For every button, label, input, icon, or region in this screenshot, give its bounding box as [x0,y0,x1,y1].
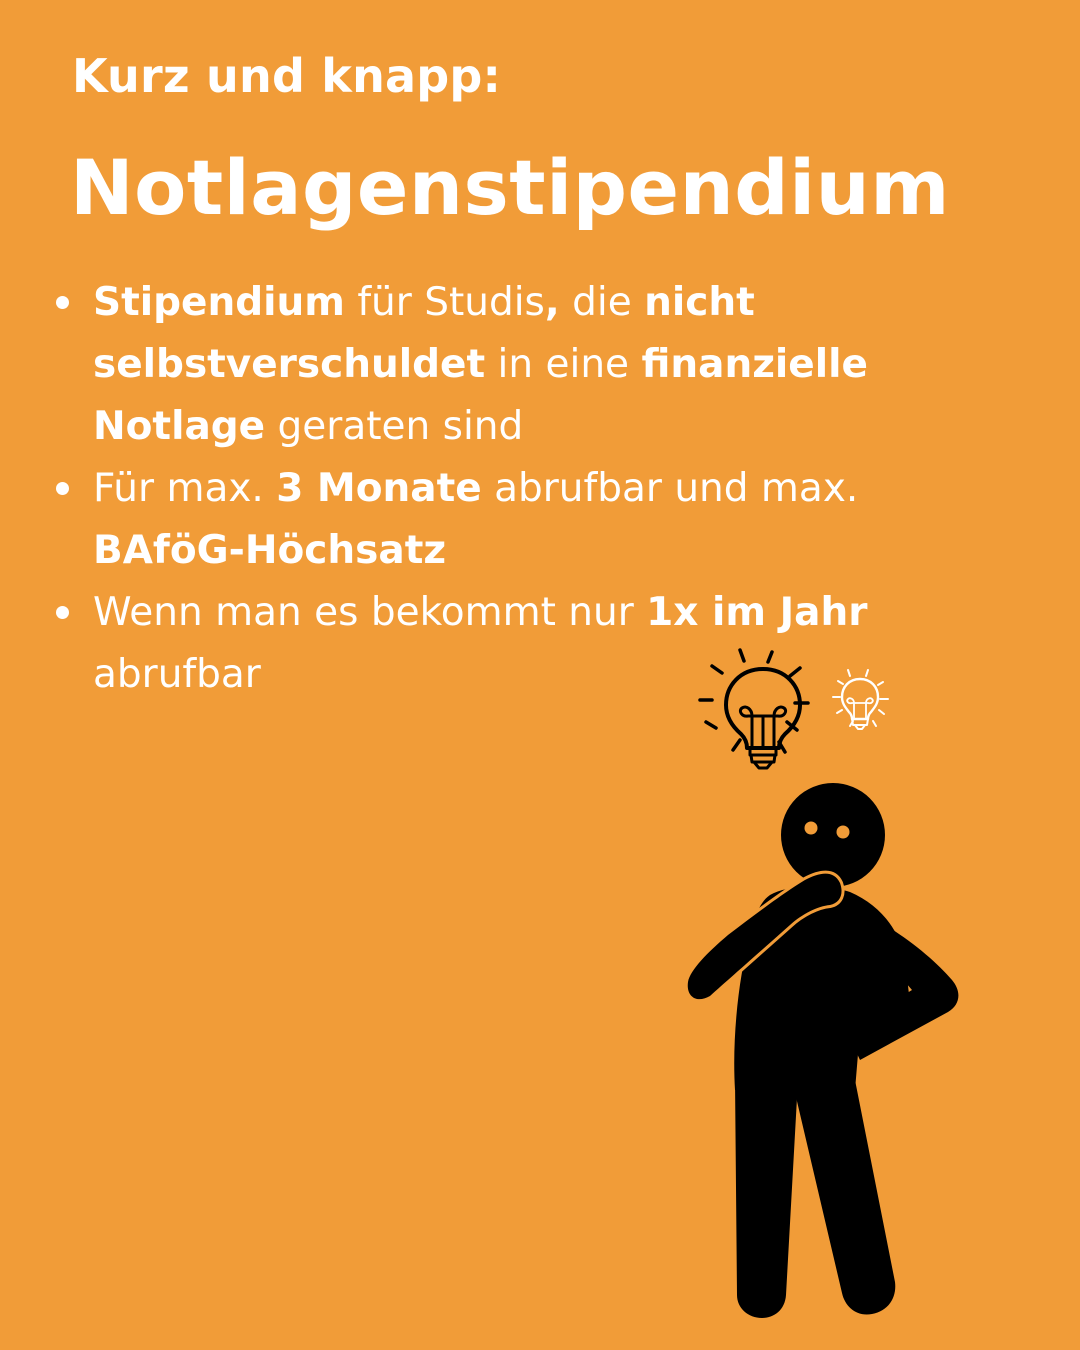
bullet-text-bold: finanzielle Notlage [93,342,868,449]
thinking-person-icon [688,783,959,1318]
bullet-text-bold: 1x im Jahr [646,590,868,635]
bullet-text: die [559,280,645,325]
bullet-text: in eine [485,342,642,387]
bullet-text: für Studis [344,280,545,325]
bullet-text-bold: nicht selbstverschuldet [93,280,755,387]
lightbulb-icon [833,670,888,729]
page-title: Notlagenstipendium [70,143,950,232]
bullet-text-bold: Stipendium [93,280,345,325]
bullet-text: Für max. [93,466,277,511]
bullet-text: Wenn man es bekommt nur [93,590,647,635]
bullet-text: abrufbar [93,652,261,697]
kicker-heading: Kurz und knapp: [72,49,502,103]
bullet-text-bold: BAföG-Höchsatz [93,528,447,573]
bullet-text-bold: , [544,280,560,325]
bullet-text: geraten sind [265,404,524,449]
bullet-text-bold: 3 Monate [276,466,482,511]
bullet-text: abrufbar und max. [481,466,859,511]
eye-right [837,826,850,839]
eye-left [805,822,818,835]
lightbulb-icon [700,650,808,768]
